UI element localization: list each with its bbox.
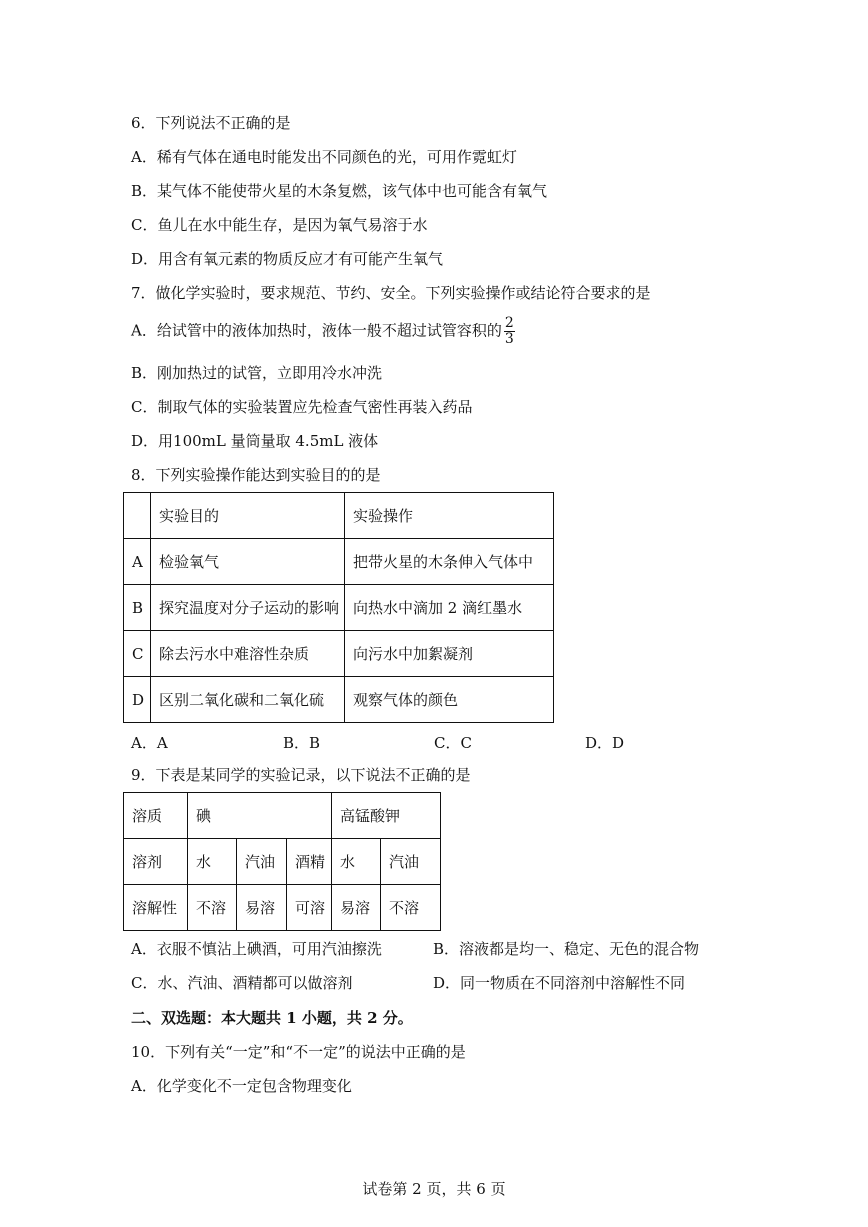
table-cell: 溶解性 [124, 885, 188, 931]
table-cell: D [124, 677, 151, 723]
table-row [124, 793, 441, 839]
table-cell: 不溶 [381, 885, 441, 931]
question-7-option-b: B．刚加热过的试管，立即用冷水冲洗 [131, 364, 383, 382]
question-7-option-c: C．制取气体的实验装置应先检查气密性再装入药品 [131, 398, 473, 416]
question-7-option-a [131, 316, 515, 347]
page-footer: 试卷第 2 页，共 6 页 [362, 1180, 506, 1198]
table-cell: 溶剂 [124, 839, 188, 885]
question-7-option-d: D．用100mL 量筒量取 4.5mL 液体 [131, 432, 379, 450]
question-6-option-c: C．鱼儿在水中能生存，是因为氧气易溶于水 [131, 216, 428, 234]
table-cell: 易溶 [237, 885, 287, 931]
question-9-table [123, 792, 441, 931]
table-cell: 向热水中滴加 2 滴红墨水 [345, 585, 554, 631]
question-7-option-a-text: A．给试管中的液体加热时，液体一般不超过试管容积的 [131, 321, 502, 340]
table-cell: 实验目的 [151, 493, 345, 539]
table-cell: C [124, 631, 151, 677]
table-cell: 除去污水中难溶性杂质 [151, 631, 345, 677]
question-8-table [123, 492, 554, 723]
table-cell: 汽油 [381, 839, 441, 885]
table-cell: 把带火星的木条伸入气体中 [345, 539, 554, 585]
question-9-stem: 9．下表是某同学的实验记录，以下说法不正确的是 [131, 766, 471, 784]
table-row [124, 677, 554, 723]
table-cell: 溶质 [124, 793, 188, 839]
table-cell: 水 [332, 839, 381, 885]
table-row [124, 539, 554, 585]
question-7-stem: 7．做化学实验时，要求规范、节约、安全。下列实验操作或结论符合要求的是 [131, 284, 651, 302]
question-8-option-c: C．C [434, 734, 472, 752]
question-6-option-b: B．某气体不能使带火星的木条复燃，该气体中也可能含有氧气 [131, 182, 548, 200]
table-cell: 检验氧气 [151, 539, 345, 585]
table-cell: B [124, 585, 151, 631]
question-9-option-a: A．衣服不慎沾上碘酒，可用汽油擦洗 [131, 940, 382, 958]
question-6-option-d: D．用含有氧元素的物质反应才有可能产生氧气 [131, 250, 444, 268]
question-6-stem: 6．下列说法不正确的是 [131, 114, 291, 132]
table-row [124, 839, 441, 885]
question-8-option-b: B．B [283, 734, 321, 752]
table-cell: 不溶 [188, 885, 237, 931]
table-cell: 汽油 [237, 839, 287, 885]
table-cell: A [124, 539, 151, 585]
table-cell: 可溶 [287, 885, 332, 931]
question-10-option-a: A．化学变化不一定包含物理变化 [131, 1077, 352, 1095]
question-9-option-d: D．同一物质在不同溶剂中溶解性不同 [433, 974, 686, 992]
question-8-stem: 8．下列实验操作能达到实验目的的是 [131, 466, 381, 484]
table-cell: 观察气体的颜色 [345, 677, 554, 723]
question-9-option-b: B．溶液都是均一、稳定、无色的混合物 [433, 940, 700, 958]
table-cell: 高锰酸钾 [332, 793, 441, 839]
table-cell: 酒精 [287, 839, 332, 885]
table-cell [124, 493, 151, 539]
question-9-option-c: C．水、汽油、酒精都可以做溶剂 [131, 974, 353, 992]
fraction-denominator: 3 [504, 331, 514, 347]
question-10-stem: 10．下列有关“一定”和“不一定”的说法中正确的是 [131, 1043, 466, 1061]
table-row [124, 585, 554, 631]
table-cell: 探究温度对分子运动的影响 [151, 585, 345, 631]
question-8-option-a: A．A [131, 734, 168, 752]
fraction-two-thirds [504, 316, 515, 347]
table-header-row [124, 493, 554, 539]
table-cell: 水 [188, 839, 237, 885]
question-8-options [131, 732, 651, 752]
question-8-option-d: D．D [585, 734, 625, 752]
table-cell: 实验操作 [345, 493, 554, 539]
section-heading: 二、双选题：本大题共 1 小题，共 2 分。 [131, 1009, 413, 1027]
table-row [124, 631, 554, 677]
table-cell: 区别二氧化碳和二氧化硫 [151, 677, 345, 723]
fraction-numerator: 2 [504, 315, 514, 331]
table-cell: 碘 [188, 793, 332, 839]
table-cell: 易溶 [332, 885, 381, 931]
table-cell: 向污水中加絮凝剂 [345, 631, 554, 677]
question-6-option-a: A．稀有气体在通电时能发出不同颜色的光，可用作霓虹灯 [131, 148, 517, 166]
table-row [124, 885, 441, 931]
